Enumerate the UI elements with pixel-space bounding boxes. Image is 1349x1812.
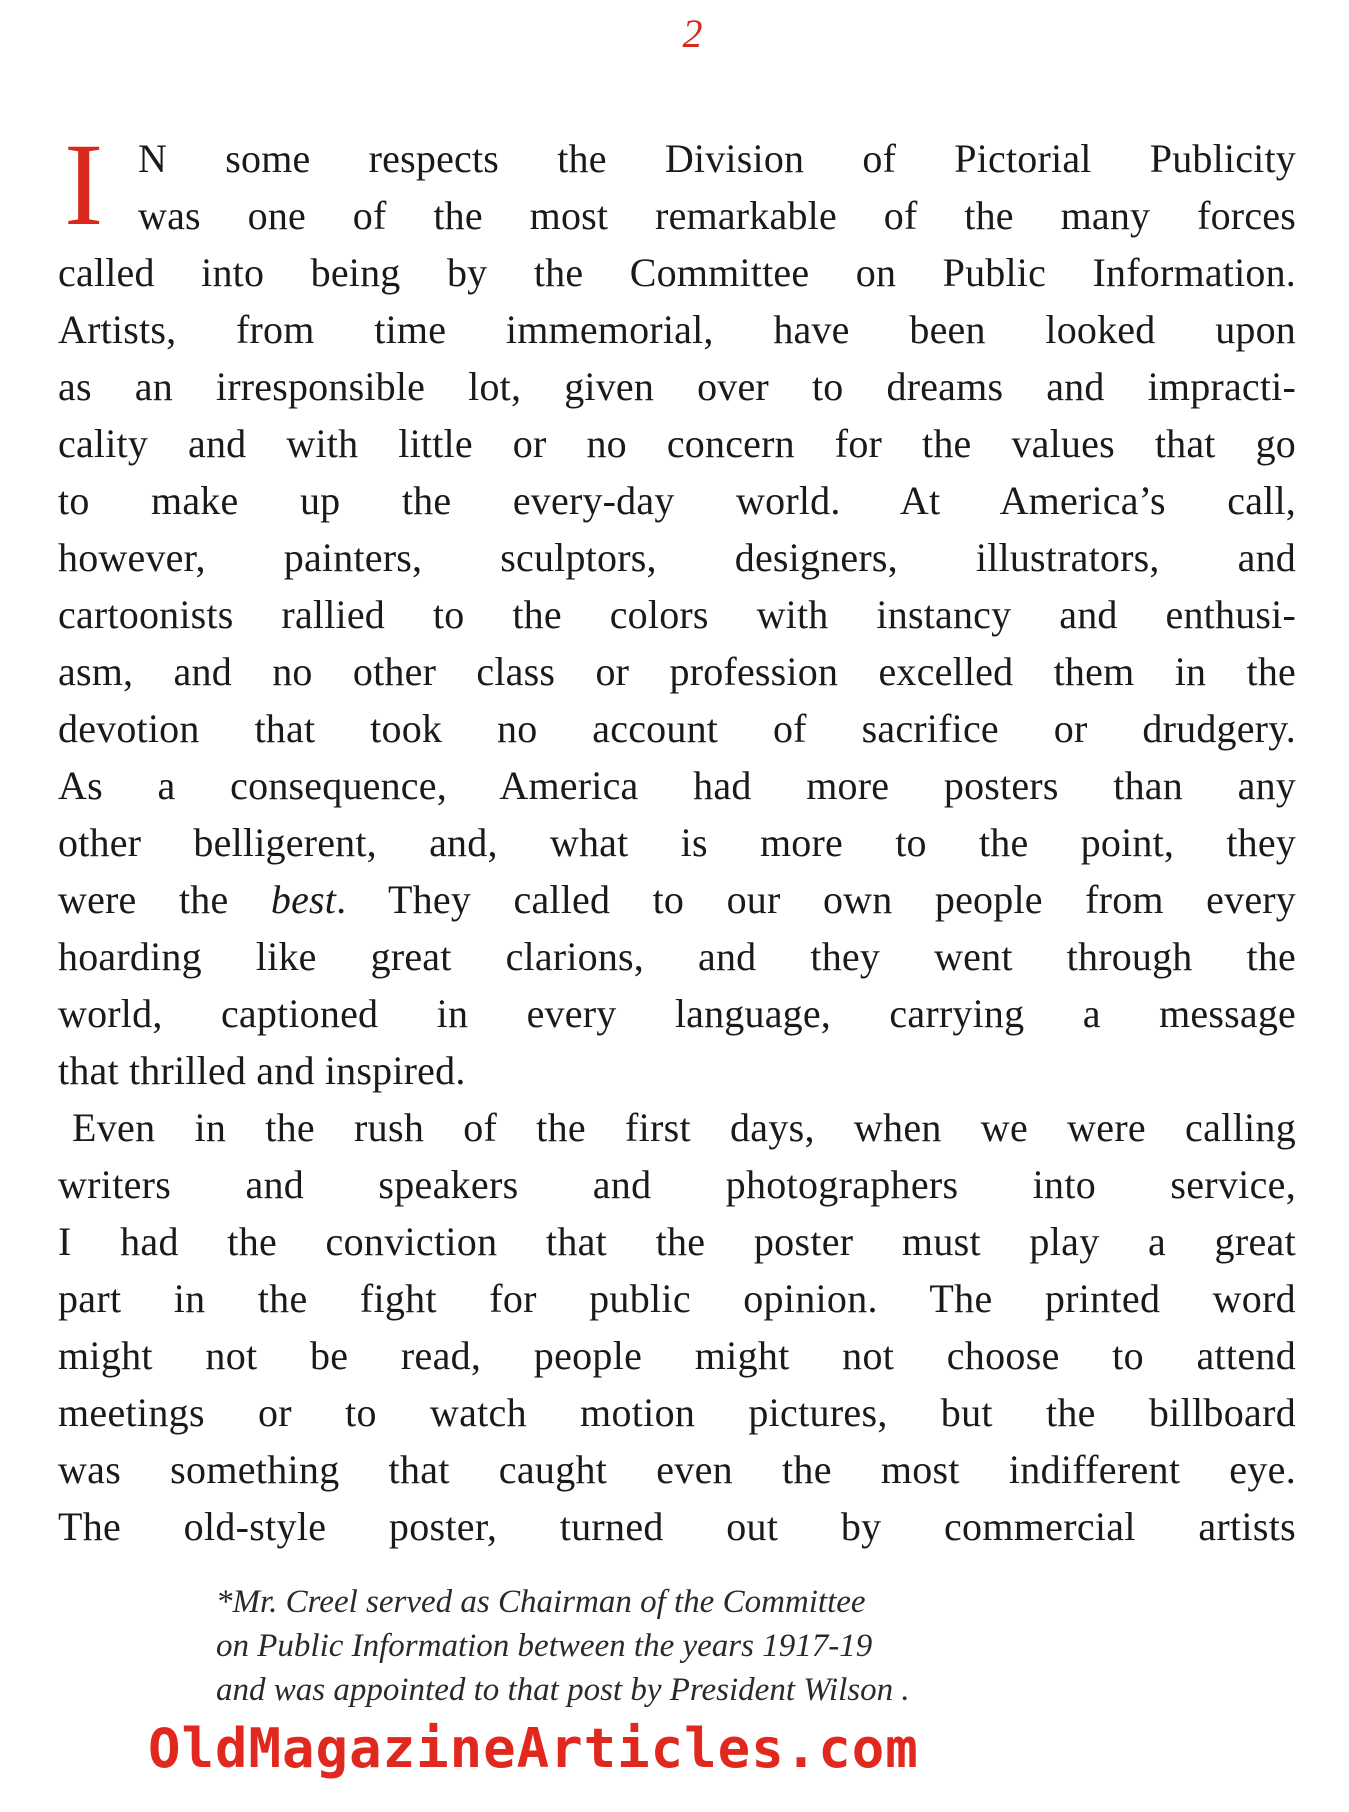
text-line: as an irresponsible lot, given over to dreams and impracti- [58, 364, 1296, 409]
page-number: 2 [682, 11, 703, 56]
drop-cap: I [64, 119, 104, 250]
text-line: hoarding like great clarions, and they went through the [58, 934, 1296, 979]
text-line: The old-style poster, turned out by commercial artists [58, 1504, 1296, 1549]
text-line: that thrilled and inspired. [58, 1048, 466, 1093]
text-line: asm, and no other class or profession excelled them in the [58, 649, 1296, 694]
emphasis-best: best [270, 877, 337, 922]
text-line: N some respects the Division of Pictorial Publicity [138, 136, 1296, 181]
article-body [58, 119, 1296, 1555]
paragraph-2 [58, 1099, 1296, 1555]
text-line: might not be read, people might not choose to attend [58, 1333, 1296, 1378]
text-line: devotion that took no account of sacrifice or drudgery. [58, 706, 1296, 751]
text-line: however, painters, sculptors, designers, illustrators, and [58, 535, 1296, 580]
site-credit: OldMagazineArticles.com [148, 1717, 919, 1780]
text-line: Even in the rush of the first days, when we were calling [72, 1105, 1296, 1150]
footnote-line: on Public Information between the years 1917-19 [216, 1628, 873, 1664]
text-line: to make up the every-day world. At America’s call, [58, 478, 1296, 523]
text-fragment: . They called to our own people from every [336, 877, 1296, 922]
text-line: meetings or to watch motion pictures, but the billboard [58, 1390, 1296, 1435]
footnote-line: *Mr. Creel served as Chairman of the Committee [216, 1584, 866, 1620]
text-line: As a consequence, America had more posters than any [58, 763, 1296, 808]
text-fragment: were the [58, 877, 271, 922]
text-line: cartoonists rallied to the colors with instancy and enthusi- [58, 592, 1296, 637]
text-line: called into being by the Committee on Public Information. [58, 250, 1296, 295]
text-line-with-emphasis [58, 871, 1296, 928]
text-line: world, captioned in every language, carrying a message [58, 991, 1296, 1036]
text-line: writers and speakers and photographers into service, [58, 1162, 1296, 1207]
footnote-line: and was appointed to that post by President Wilson . [216, 1672, 910, 1708]
footnote [216, 1580, 1116, 1712]
text-line: part in the fight for public opinion. The printed word [58, 1276, 1296, 1321]
text-line: other belligerent, and, what is more to the point, they [58, 820, 1296, 865]
text-line: I had the conviction that the poster must play a great [58, 1219, 1296, 1264]
text-line: was one of the most remarkable of the many forces [138, 193, 1296, 238]
text-line: cality and with little or no concern for the values that go [58, 421, 1296, 466]
paragraph-1 [58, 119, 1296, 1099]
text-line: Artists, from time immemorial, have been looked upon [58, 307, 1296, 352]
text-line: was something that caught even the most indifferent eye. [58, 1447, 1296, 1492]
